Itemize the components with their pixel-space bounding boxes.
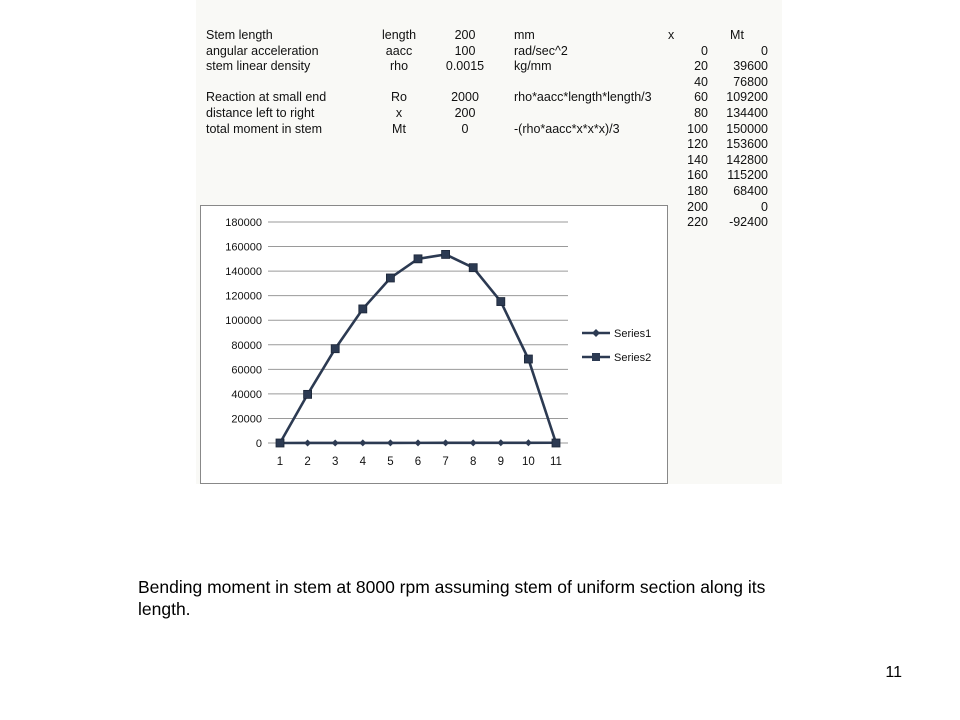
series2-marker (552, 439, 560, 447)
param-unit: rad/sec^2 (514, 43, 568, 58)
mt-header: Mt (730, 28, 744, 42)
param-value: 200 (454, 105, 476, 120)
param-label: Stem length (206, 28, 273, 42)
x-tick-label: 6 (414, 456, 422, 468)
x-tick-label: 5 (387, 456, 394, 468)
x-mt-row (668, 122, 776, 138)
param-label: distance left to right (206, 105, 315, 120)
y-tick-label: 80000 (231, 339, 262, 352)
x-header: x (668, 28, 675, 42)
x-tick-label: 8 (469, 456, 477, 468)
x-mt-row (668, 90, 776, 106)
x-value: 40 (694, 74, 708, 89)
series2-marker (414, 255, 422, 263)
param-value: 0 (461, 121, 469, 136)
x-mt-row (668, 137, 776, 153)
x-value: 60 (694, 90, 708, 105)
param-row (206, 90, 714, 106)
y-tick-label: 120000 (225, 290, 262, 303)
y-tick-label: 0 (255, 438, 262, 450)
series2-marker (497, 298, 505, 306)
x-mt-row (668, 168, 776, 184)
mt-value: 109200 (726, 90, 768, 105)
row-gap (206, 75, 714, 91)
slide-caption: Bending moment in stem at 8000 rpm assuming stem of uniform section along its length. (138, 577, 766, 619)
series2-marker (442, 250, 450, 258)
mt-value: 150000 (726, 121, 768, 136)
x-tick-label: 1 (276, 456, 284, 468)
x-mt-row (668, 215, 776, 231)
x-mt-row (668, 184, 776, 200)
x-value: 100 (687, 121, 708, 136)
y-tick-label: 160000 (225, 241, 262, 254)
x-mt-row (668, 44, 776, 60)
x-mt-row (668, 153, 776, 169)
series2-marker (304, 390, 312, 398)
x-value: 80 (694, 105, 708, 120)
mt-value: 0 (761, 43, 768, 58)
param-unit: rho*aacc*length*length/3 (514, 90, 652, 105)
param-row (206, 28, 714, 44)
y-tick-label: 140000 (225, 266, 262, 279)
x-value: 20 (694, 59, 708, 74)
mt-value: 0 (761, 199, 768, 214)
x-mt-row (668, 75, 776, 91)
x-tick-label: 4 (359, 456, 367, 468)
param-symbol: rho (389, 59, 409, 74)
series2-marker (386, 274, 394, 282)
param-symbol: aacc (385, 43, 413, 58)
param-symbol: Mt (392, 121, 406, 136)
x-value: 120 (687, 137, 708, 152)
x-value: 220 (687, 215, 708, 230)
series2-marker (469, 264, 477, 272)
param-symbol: Ro (391, 90, 407, 105)
x-mt-row (668, 106, 776, 122)
series2-marker (276, 439, 284, 447)
x-mt-table (668, 28, 776, 231)
param-row (206, 122, 714, 138)
legend-label: Series2 (614, 352, 652, 364)
mt-value: 142800 (726, 152, 768, 167)
param-row (206, 106, 714, 122)
mt-value: 68400 (733, 183, 768, 198)
param-value: 100 (454, 43, 476, 58)
param-value: 200 (454, 28, 476, 42)
x-tick-label: 2 (304, 456, 311, 468)
x-value: 200 (687, 199, 708, 214)
mt-value: 115200 (727, 168, 768, 183)
y-tick-label: 40000 (231, 388, 262, 401)
mt-value: 134400 (726, 105, 768, 120)
param-symbol: length (381, 28, 417, 42)
mt-value: 153600 (726, 137, 768, 152)
param-label: total moment in stem (206, 121, 323, 136)
param-unit: mm (514, 28, 535, 42)
param-unit: kg/mm (514, 59, 552, 74)
y-tick-label: 100000 (225, 315, 262, 328)
x-value: 140 (687, 152, 708, 167)
param-label: stem linear density (206, 59, 311, 74)
series2-marker (524, 355, 532, 363)
param-value: 2000 (451, 90, 479, 105)
x-tick-label: 9 (497, 456, 505, 468)
x-tick-label: 3 (331, 456, 339, 468)
x-mt-row (668, 59, 776, 75)
x-tick-label: 11 (550, 456, 562, 468)
series2-marker (359, 305, 367, 313)
y-tick-label: 180000 (225, 217, 262, 229)
page-number: 11 (885, 664, 902, 681)
mt-value: -92400 (729, 215, 768, 230)
mt-value: 76800 (733, 74, 768, 89)
x-value: 0 (701, 43, 708, 58)
legend-marker (592, 353, 600, 361)
x-mt-header (668, 28, 776, 44)
param-label: Reaction at small end (206, 90, 327, 105)
param-value: 0.0015 (445, 59, 485, 74)
bending-moment-chart (200, 205, 668, 484)
x-mt-row (668, 200, 776, 216)
y-tick-label: 60000 (231, 364, 262, 377)
param-row (206, 59, 714, 75)
x-value: 160 (687, 168, 708, 183)
param-unit: -(rho*aacc*x*x*x)/3 (514, 121, 620, 136)
x-value: 180 (687, 183, 708, 198)
param-label: angular acceleration (206, 43, 319, 58)
parameter-table (206, 28, 714, 137)
param-row (206, 44, 714, 60)
y-tick-label: 20000 (231, 413, 262, 426)
param-symbol: x (395, 105, 403, 120)
x-tick-label: 10 (522, 456, 535, 468)
mt-value: 39600 (733, 59, 768, 74)
x-tick-label: 7 (442, 456, 449, 468)
series2-marker (331, 345, 339, 353)
legend-label: Series1 (614, 328, 652, 340)
